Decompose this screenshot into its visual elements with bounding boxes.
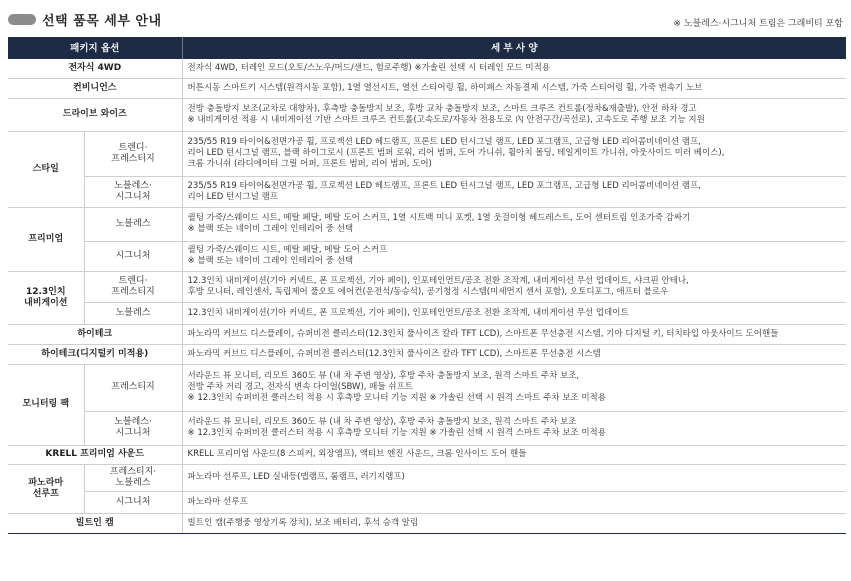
- text-line: 빌트인 캠(주행중 영상기록 장치), 보조 배터리, 후석 승객 알림: [187, 517, 419, 528]
- text-line: ※ 블랙 또는 네이비 그레이 인테리어 중 선택: [187, 256, 354, 266]
- table-header-row: [8, 37, 846, 59]
- text-line: 시그니처: [115, 428, 151, 438]
- table-row: [8, 207, 846, 241]
- text-line: 퀼팅 가죽/스웨이드 시트, 메탈 페달, 메탈 도어 스커프, 1열 시트백 미니 포켓, 1열 웃걸이형 헤드레스트, 도어 센터트림 인조가죽 감싸기: [187, 213, 691, 223]
- package-detail: [182, 207, 846, 241]
- trim-name: 노블레스: [84, 207, 182, 241]
- text-line: 235/55 R19 타이어&전면가공 휠, 프로젝션 LED 헤드램프, 프론트 LED 턴시그널 램프, LED 포그램프, 고급형 LED 리어콤비네이션 램프,: [187, 180, 701, 191]
- package-detail: [182, 271, 846, 302]
- table-row: [8, 271, 846, 302]
- table-row: [8, 176, 846, 207]
- package-name: KRELL 프리미엄 사운드: [8, 445, 182, 464]
- text-line: 트렌디·: [118, 275, 148, 286]
- table-row: [8, 98, 846, 131]
- options-table: [8, 37, 846, 534]
- table-row: [8, 131, 846, 176]
- text-line: 프레스티지: [111, 286, 155, 297]
- text-line: 전방 충돌방지 보조(교차로 대향차), 후측방 충돌방지 보조, 후방 교차 충돌방지 보조, 스마트 크루즈 컨트롤(정차&재출발), 안전 하차 경고: [187, 103, 697, 114]
- text-line: KRELL 프리미엄 사운드(8 스피커, 외장앰프), 액티브 엔진 사운드, 크롬 인사이드 도어 핸들: [187, 449, 527, 459]
- text-line: 퀼팅 가죽/스웨이드 시트, 메탈 페달, 메탈 도어 스커프: [187, 245, 388, 255]
- package-name: [8, 271, 84, 324]
- title-marker-icon: [8, 14, 36, 25]
- text-line: 12.3인치 내비게이션(기아 커넥트, 폰 프로젝션, 기아 페이), 인포테인먼트/공조 전환 조작계, 내비게이션 무선 업데이트: [187, 307, 629, 318]
- table-row: [8, 78, 846, 98]
- text-line: ※ 12.3인치 슈퍼비전 클러스터 적용 시 후측방 모니터 기능 지원 ※ 가솔린 선택 시 원격 스마트 주차 보조 미적용: [187, 393, 606, 403]
- table-row: [8, 344, 846, 364]
- package-detail: [182, 176, 846, 207]
- package-name: [8, 464, 84, 513]
- table-row: [8, 324, 846, 344]
- text-line: 전자식 4WD, 터레인 모드(오토/스노우/머드/샌드, 험로주행) ※가솔린 선택 시 터레인 모드 미적용: [187, 62, 551, 73]
- package-detail: [182, 131, 846, 176]
- package-detail: [182, 59, 846, 78]
- table-row: [8, 464, 846, 491]
- text-line: 파노라믹 커브드 디스플레이, 슈퍼비전 클러스터(12.3인치 풀사이즈 칼라 TFT LCD), 스마트폰 무선충전 시스템: [187, 348, 601, 359]
- package-name: 드라이브 와이즈: [8, 98, 182, 131]
- trim-name: [84, 176, 182, 207]
- trim-name: [84, 411, 182, 445]
- text-line: 크롬 가니쉬 (라디에이터 그릴 어퍼, 프론트 범퍼, 리어 범퍼, 도어): [187, 159, 432, 169]
- page-title: 선택 품목 세부 안내: [42, 13, 162, 29]
- table-row: [8, 445, 846, 464]
- package-detail: [182, 302, 846, 324]
- text-line: 노블레스·: [114, 180, 152, 191]
- package-name: 모니터링 팩: [8, 364, 84, 445]
- package-name: 프리미엄: [8, 207, 84, 271]
- package-name: 빌트인 캠: [8, 513, 182, 533]
- package-detail: [182, 241, 846, 271]
- trim-name: [84, 464, 182, 491]
- package-detail: [182, 344, 846, 364]
- text-line: 버튼시동 스마트키 시스템(원격시동 포함), 1열 열선시트, 열선 스티어링 휠, 하이패스 자동결제 시스템, 가죽 스티어링 휠, 가죽 변속기 노브: [187, 82, 703, 93]
- text-line: ※ 12.3인치 슈퍼비전 클러스터 적용 시 후측방 모니터 기능 지원 ※ 가솔린 선택 시 원격 스마트 주차 보조 미적용: [187, 428, 606, 438]
- package-detail: [182, 364, 846, 411]
- text-line: ※ 내비게이션 적용 시 내비게이션 기반 스마트 크루즈 컨트롤(고속도로/자동차 전용도로 內 안전구간/곡선로), 고속도로 주행 보조 기능 지원: [187, 114, 705, 125]
- header-detail: 세 부 사 양: [182, 37, 846, 59]
- text-line: ※ 블랙 또는 네이비 그레이 인테리어 중 선택: [187, 224, 354, 234]
- text-line: 리어 LED 턴시그널 램프: [187, 191, 278, 202]
- package-detail: [182, 78, 846, 98]
- package-detail: [182, 411, 846, 445]
- package-detail: [182, 445, 846, 464]
- package-detail: [182, 324, 846, 344]
- text-line: 235/55 R19 타이어&전면가공 휠, 프로젝션 LED 헤드램프, 프론트 LED 턴시그널 램프, LED 포그램프, 고급형 LED 리어콤비네이션 램프,: [187, 137, 701, 147]
- text-line: 리어 LED 턴시그널 램프, 블랙 하이그로시 (프론트 범퍼 로워, 리어 범퍼, 도어 가니쉬, 휠아치 몰딩, 테일게이트 가니쉬, 아웃사이드 미러 베이스),: [187, 148, 725, 158]
- package-detail: [182, 491, 846, 513]
- text-line: 내비게이션: [24, 297, 68, 308]
- table-row: [8, 513, 846, 533]
- text-line: 선루프: [32, 488, 59, 499]
- table-row: [8, 59, 846, 78]
- table-row: [8, 302, 846, 324]
- table-row: [8, 364, 846, 411]
- package-name: 하이테크: [8, 324, 182, 344]
- table-row: [8, 411, 846, 445]
- trim-note: ※ 노블레스·시그니처 트림은 그래비티 포함: [673, 19, 843, 29]
- table-row: [8, 491, 846, 513]
- trim-name: 시그니처: [84, 241, 182, 271]
- text-line: 파노라믹 커브드 디스플레이, 슈퍼비전 클러스터(12.3인치 풀사이즈 칼라 TFT LCD), 스마트폰 무선충전 시스템, 기아 디지털 키, 터치타입 아웃사이드 도어핸들: [187, 328, 779, 339]
- text-line: 프레스티지: [111, 153, 155, 164]
- page-title-bar: [8, 8, 162, 30]
- package-name: 하이테크(디지털키 미적용): [8, 344, 182, 364]
- text-line: 전방 주차 거리 경고, 전자식 변속 다이얼(SBW), 패들 쉬프트: [187, 382, 413, 392]
- text-line: 12.3인치 내비게이션(기아 커넥트, 폰 프로젝션, 기아 페이), 인포테인먼트/공조 전환 조작계, 내비게이션 무선 업데이트, 샤크핀 안테나,: [187, 275, 689, 286]
- trim-name: [84, 131, 182, 176]
- package-name: 전자식 4WD: [8, 59, 182, 78]
- package-name: 컨비니언스: [8, 78, 182, 98]
- text-line: 서라운드 뷰 모니터, 리모트 360도 뷰 (내 차 주변 영상), 후방 주차 충돌방지 보조, 원격 스마트 주차 보조: [187, 417, 577, 427]
- text-line: 후방 모니터, 레인센서, 독립제어 풀오토 에어컨(운전석/동승석), 공기청정 시스템(미세먼지 센서 포함), 오토디포그, 애프터 블로우: [187, 286, 669, 297]
- text-line: 노블레스: [115, 477, 151, 488]
- text-line: 시그니처: [115, 191, 151, 202]
- package-detail: [182, 513, 846, 533]
- text-line: 파노라마 선루프, LED 실내등(맵램프, 룸램프, 러기지램프): [187, 472, 405, 482]
- text-line: 트렌디·: [118, 142, 148, 153]
- package-detail: [182, 464, 846, 491]
- text-line: 파노라마: [28, 477, 64, 488]
- trim-name: 시그니처: [84, 491, 182, 513]
- trim-name: 노블레스: [84, 302, 182, 324]
- text-line: 프레스티지·: [109, 466, 157, 477]
- text-line: 파노라마 선루프: [187, 496, 248, 507]
- text-line: 12.3인치: [25, 286, 66, 297]
- text-line: 서라운드 뷰 모니터, 리모트 360도 뷰 (내 차 주변 영상), 후방 주차 충돌방지 보조, 원격 스마트 주차 보조,: [187, 371, 580, 381]
- header-package: 패키지 옵션: [8, 37, 182, 59]
- trim-name: 프레스티지: [84, 364, 182, 411]
- text-line: 노블레스·: [114, 417, 152, 427]
- trim-name: [84, 271, 182, 302]
- package-detail: [182, 98, 846, 131]
- table-row: [8, 241, 846, 271]
- package-name: 스타일: [8, 131, 84, 207]
